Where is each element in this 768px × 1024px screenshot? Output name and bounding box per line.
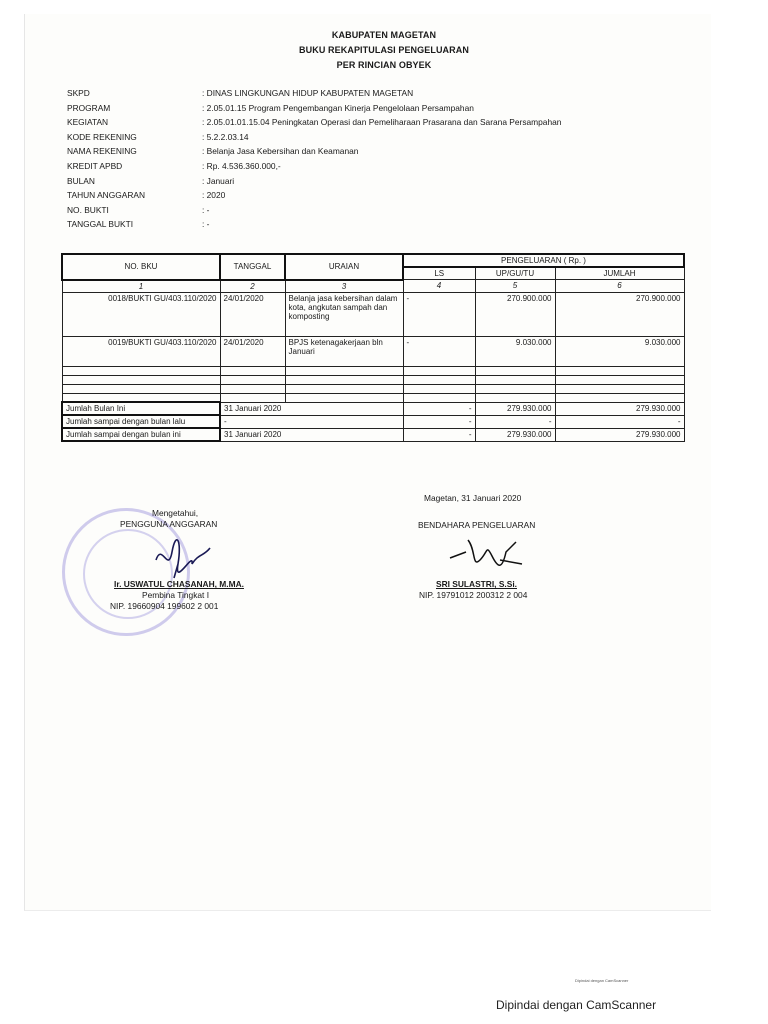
signer-name-right: SRI SULASTRI, S.Si. [436, 579, 517, 589]
cell-no-bku: 0019/BUKTI GU/403.110/2020 [62, 336, 220, 366]
cell-uraian: BPJS ketenagakerjaan bln Januari [285, 336, 403, 366]
total-row-bulan-ini [62, 402, 684, 415]
total-date: - [220, 415, 403, 428]
meta-block [67, 86, 561, 232]
meta-row-kredit-apbd: KREDIT APBD : Rp. 4.536.360.000,- [67, 160, 281, 171]
total-ls: - [403, 402, 475, 415]
acknowledged-label: Mengetahui, [152, 508, 199, 518]
table-empty-row [62, 384, 684, 393]
cell-tanggal: 24/01/2020 [220, 336, 285, 366]
signer-name-left: Ir. USWATUL CHASANAH, M.MA. [114, 579, 244, 589]
total-ls: - [403, 415, 475, 428]
table-empty-row [62, 375, 684, 384]
colnum-6: 6 [555, 280, 684, 293]
table-header-row [62, 254, 684, 267]
cell-no-bku: 0018/BUKTI GU/403.110/2020 [62, 292, 220, 336]
colnum-1: 1 [62, 280, 220, 293]
colnum-4: 4 [403, 280, 475, 293]
table-empty-row [62, 393, 684, 402]
colnum-2: 2 [220, 280, 285, 293]
header-regency: KABUPATEN MAGETAN [331, 30, 437, 40]
colnum-5: 5 [475, 280, 555, 293]
total-jumlah: 279.930.000 [555, 402, 684, 415]
place-date: Magetan, 31 Januari 2020 [424, 493, 522, 503]
signature-block-right [424, 493, 521, 504]
total-date: 31 Januari 2020 [220, 402, 403, 415]
col-header-no-bku: NO. BKU [62, 254, 220, 280]
signer-rank-left: Pembina Tingkat I [142, 590, 210, 600]
col-header-tanggal: TANGGAL [220, 254, 285, 280]
cell-ls: - [403, 336, 475, 366]
col-header-jumlah: JUMLAH [555, 267, 684, 280]
total-label: Jumlah sampai dengan bulan lalu [62, 415, 220, 428]
cell-jumlah: 9.030.000 [555, 336, 684, 366]
scanner-watermark: Dipindai dengan CamScanner [496, 998, 657, 1012]
cell-jumlah: 270.900.000 [555, 292, 684, 336]
total-up: 279.930.000 [475, 428, 555, 441]
total-ls: - [403, 428, 475, 441]
table-colnum-row [62, 280, 684, 293]
total-label: Jumlah sampai dengan bulan ini [62, 428, 220, 441]
colnum-3: 3 [285, 280, 403, 293]
total-up: - [475, 415, 555, 428]
total-jumlah: - [555, 415, 684, 428]
cell-uraian: Belanja jasa kebersihan dalam kota, angkutan sampah dan komposting [285, 292, 403, 336]
table-empty-row [62, 366, 684, 375]
total-up: 279.930.000 [475, 402, 555, 415]
total-label: Jumlah Bulan Ini [62, 402, 220, 415]
total-jumlah: 279.930.000 [555, 428, 684, 441]
table-row [62, 292, 684, 336]
col-header-ls: LS [403, 267, 475, 280]
budget-user-title: PENGGUNA ANGGARAN [120, 519, 218, 529]
cell-up: 9.030.000 [475, 336, 555, 366]
header-title: BUKU REKAPITULASI PENGELUARAN [299, 45, 469, 55]
cell-ls: - [403, 292, 475, 336]
meta-row-program: PROGRAM : 2.05.01.15 Program Pengembangan Kinerja Pengelolaan Persampahan [67, 102, 474, 113]
treasurer-title: BENDAHARA PENGELUARAN [418, 520, 536, 530]
col-header-up: UP/GU/TU [475, 267, 555, 280]
meta-row-skpd: SKPD : DINAS LINGKUNGAN HIDUP KABUPATEN MAGETAN [67, 88, 414, 98]
meta-row-no-bukti: NO. BUKTI : - [67, 204, 210, 215]
meta-row-bulan: BULAN : Januari [67, 175, 235, 186]
signature-right-details [436, 579, 517, 590]
total-row-sd-bulan-ini [62, 428, 684, 441]
col-header-uraian: URAIAN [285, 254, 403, 280]
meta-row-nama-rekening: NAMA REKENING : Belanja Jasa Kebersihan dan Keamanan [67, 146, 359, 157]
meta-row-kegiatan: KEGIATAN : 2.05.01.01.15.04 Peningkatan Operasi dan Pemeliharaan Prasarana dan Sarana Persampahan [67, 117, 562, 128]
meta-row-tanggal-bukti: TANGGAL BUKTI : - [67, 219, 210, 230]
recap-table [61, 253, 685, 442]
col-header-pengeluaran: PENGELUARAN ( Rp. ) [403, 254, 684, 267]
cell-up: 270.900.000 [475, 292, 555, 336]
signature-left-icon [148, 530, 218, 580]
signature-block-left-title [120, 519, 217, 530]
header-subtitle: PER RINCIAN OBYEK [336, 60, 432, 70]
signer-nip-right: NIP. 19791012 200312 2 004 [419, 590, 528, 600]
total-date: 31 Januari 2020 [220, 428, 403, 441]
signature-right-nip-block [419, 590, 527, 601]
signer-nip-left: NIP. 19660904 199602 2 001 [110, 601, 219, 611]
cell-tanggal: 24/01/2020 [220, 292, 285, 336]
signature-block-left [152, 508, 198, 519]
total-row-sd-bulan-lalu [62, 415, 684, 428]
signature-left-details [110, 579, 244, 612]
table-row [62, 336, 684, 366]
meta-row-tahun-anggaran: TAHUN ANGGARAN : 2020 [67, 190, 226, 201]
signature-right-icon [446, 530, 526, 574]
scanner-watermark-small: Dipindai dengan CamScanner [575, 978, 629, 983]
meta-row-kode-rekening: KODE REKENING : 5.2.2.03.14 [67, 131, 249, 142]
